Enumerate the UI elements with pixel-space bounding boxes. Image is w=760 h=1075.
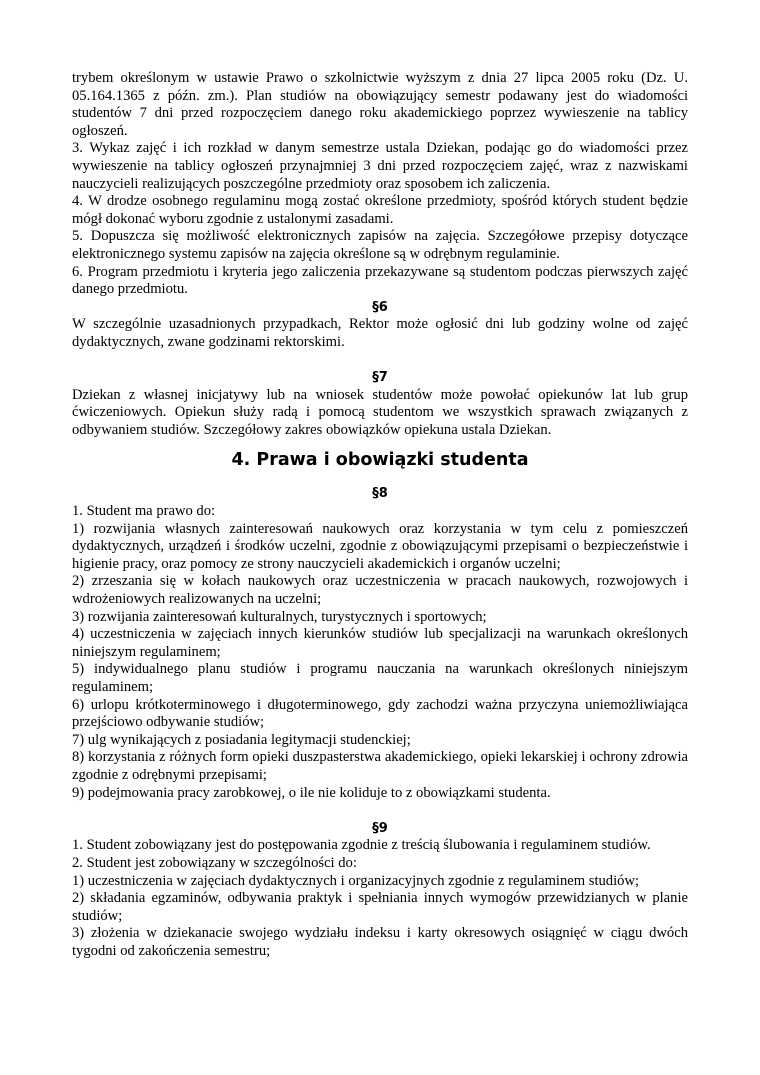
list-item: 3) złożenia w dziekanacie swojego wydziału indeksu i karty okresowych osiągnięć w ciągu dwóch tygodni od zakończenia semestru; [72,925,688,959]
list-item: 2) zrzeszania się w kołach naukowych oraz uczestniczenia w pracach naukowych, rozwojowych i wdrożeniowych realizowanych na uczelni; [72,573,688,608]
list-item: 1) uczestniczenia w zajęciach dydaktycznych i organizacyjnych zgodnie z regulaminem studiów; [72,872,640,889]
list-item: 2) składania egzaminów, odbywania praktyk i spełniania innych wymogów przewidzianych w planie studiów; [72,890,688,924]
list-item: 9) podejmowania pracy zarobkowej, o ile nie koliduje to z obowiązkami studenta. [72,784,551,801]
list-item: 5) indywidualnego planu studiów i programu nauczania na warunkach określonych niniejszym regulaminem; [72,661,688,695]
paragraph: 3. Wykaz zajęć i ich rozkład w danym semestrze ustala Dziekan, podając go do wiadomości przez wywieszenie na tablicy ogłoszeń przynajmniej 3 dni przed rozpoczęciem zajęć, wraz z nazwiskami nauczycieli realizujących poszczególne przedmioty oraz sposobem ich zaliczenia. [72,140,688,192]
list-item: 6) urlopu krótkoterminowego i długoterminowego, gdy zachodzi ważna przyczyna uniemożliwiająca przejściowo odbywanie studiów; [72,696,688,731]
section-heading-8: §8 [372,486,388,502]
paragraph: Dziekan z własnej inicjatywy lub na wniosek studentów może powołać opiekunów lat lub grup ćwiczeniowych. Opiekun służy radą i pomocą studentom we wszystkich sprawach związanych z odbywaniem studiów. Szczegółowy zakres obowiązków opiekuna ustala Dziekan. [72,386,688,438]
paragraph: trybem określonym w ustawie Prawo o szkolnictwie wyższym z dnia 27 lipca 2005 roku (Dz. U. 05.164.1365 z późn. zm.). Plan studiów na obowiązujący semestr podawany jest do wiadomości studentów 7 dni przed rozpoczęciem danego roku akademickiego poprzez wywieszenie na tablicy ogłoszeń. [72,70,688,139]
paragraph: 5. Dopuszcza się możliwość elektronicznych zapisów na zajęcia. Szczegółowe przepisy dotyczące elektronicznego systemu zapisów na zajęcia określone są w odrębnym regulaminie. [72,228,688,262]
section-heading-6: §6 [372,299,388,315]
list-item: 1. Student ma prawo do: [72,503,216,520]
paragraph: 4. W drodze osobnego regulaminu mogą zostać określone przedmioty, spośród których student będzie mógł dokonać wyboru zgodnie z ustalonymi zasadami. [72,193,688,227]
paragraph: W szczególnie uzasadnionych przypadkach, Rektor może ogłosić dni lub godziny wolne od zajęć dydaktycznych, zwane godzinami rektorskimi. [72,316,688,350]
list-item: 4) uczestniczenia w zajęciach innych kierunków studiów lub specjalizacji na warunkach określonych niniejszym regulaminem; [72,626,688,660]
list-item: 8) korzystania z różnych form opieki duszpasterstwa akademickiego, opieki lekarskiej i ochrony zdrowia zgodnie z odrębnymi przepisami; [72,749,688,783]
list-item: 1. Student zobowiązany jest do postępowania zgodnie z treścią ślubowania i regulaminem studiów. [72,837,651,854]
paragraph: 6. Program przedmiotu i kryteria jego zaliczenia przekazywane są studentom podczas pierwszych zajęć danego przedmiotu. [72,263,688,298]
document-page [72,70,688,961]
section-heading-9: §9 [372,820,388,836]
chapter-title: 4. Prawa i obowiązki studenta [231,450,529,471]
list-item: 1) rozwijania własnych zainteresowań naukowych oraz korzystania w tym celu z pomieszczeń dydaktycznych, urządzeń i środków uczelni, zgodnie z obowiązującymi przepisami o bezpieczeństwie i higienie pracy, oraz pomocy ze strony nauczycieli akademickich i organów uczelni; [72,520,688,572]
list-item: 2. Student jest zobowiązany w szczególności do: [72,854,357,871]
list-item: 7) ulg wynikających z posiadania legitymacji studenckiej; [72,731,411,748]
section-heading-7: §7 [372,370,388,386]
list-item: 3) rozwijania zainteresowań kulturalnych, turystycznych i sportowych; [72,608,487,625]
